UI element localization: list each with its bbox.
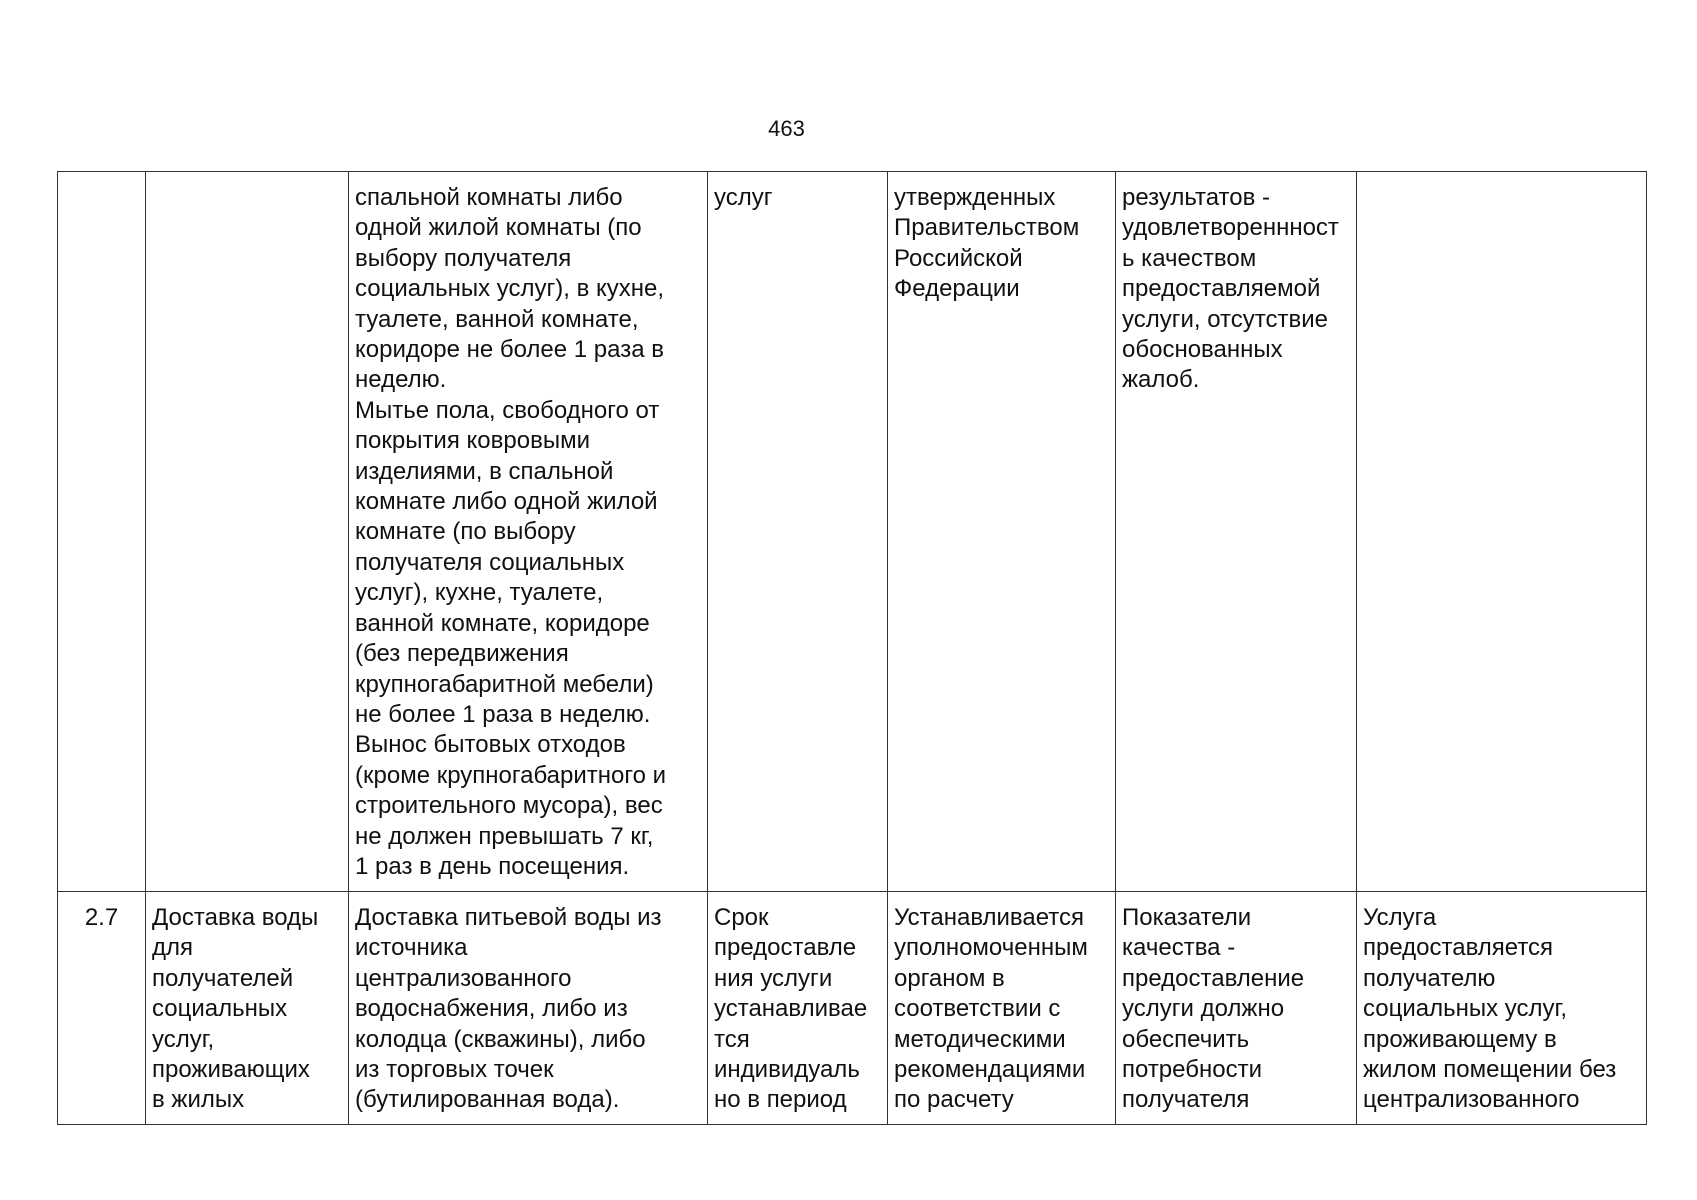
cell-description: спальной комнаты либо одной жилой комнаты (по выбору получателя социальных услуг), в кухне, туалете, ванной комнате, коридоре не более 1 раза в неделю. Мытье пола, свободного от покрытия ковровыми изделиями, в спальной комнате либо одной жилой комнате (по выбору получателя социальных услуг), кухне, туалете, ванной комнате, коридоре (без передвижения крупногабаритной мебели) не более 1 раза в неделю. Вынос бытовых отходов (кроме крупногабаритного и строительного мусора), вес не должен превышать 7 кг, 1 раз в день посещения. [349,172,708,892]
services-table [57,171,1647,1125]
cell-number [58,172,146,892]
cell-conditions: Услуга предоставляется получателю социальных услуг, проживающему в жилом помещении без централизованного [1357,892,1647,1125]
cell-description: Доставка питьевой воды из источника централизованного водоснабжения, либо из колодца (скважины), либо из торговых точек (бутилированная вода). [349,892,708,1125]
cell-term: услуг [708,172,888,892]
page-number-text: 463 [768,116,805,141]
table-row [58,172,1647,892]
table-row [58,892,1647,1125]
cell-service-name [146,172,349,892]
cell-tariff: Устанавливается уполномоченным органом в соответствии с методическими рекомендациями по расчету [888,892,1116,1125]
page-number [0,116,1697,142]
cell-conditions [1357,172,1647,892]
cell-number: 2.7 [58,892,146,1125]
cell-tariff: утвержденных Правительством Российской Федерации [888,172,1116,892]
cell-quality: результатов - удовлетвореннност ь качеством предоставляемой услуги, отсутствие обоснованных жалоб. [1116,172,1357,892]
cell-term: Срок предоставле ния услуги устанавливае тся индивидуаль но в период [708,892,888,1125]
cell-quality: Показатели качества - предоставление услуги должно обеспечить потребности получателя [1116,892,1357,1125]
cell-service-name: Доставка воды для получателей социальных услуг, проживающих в жилых [146,892,349,1125]
